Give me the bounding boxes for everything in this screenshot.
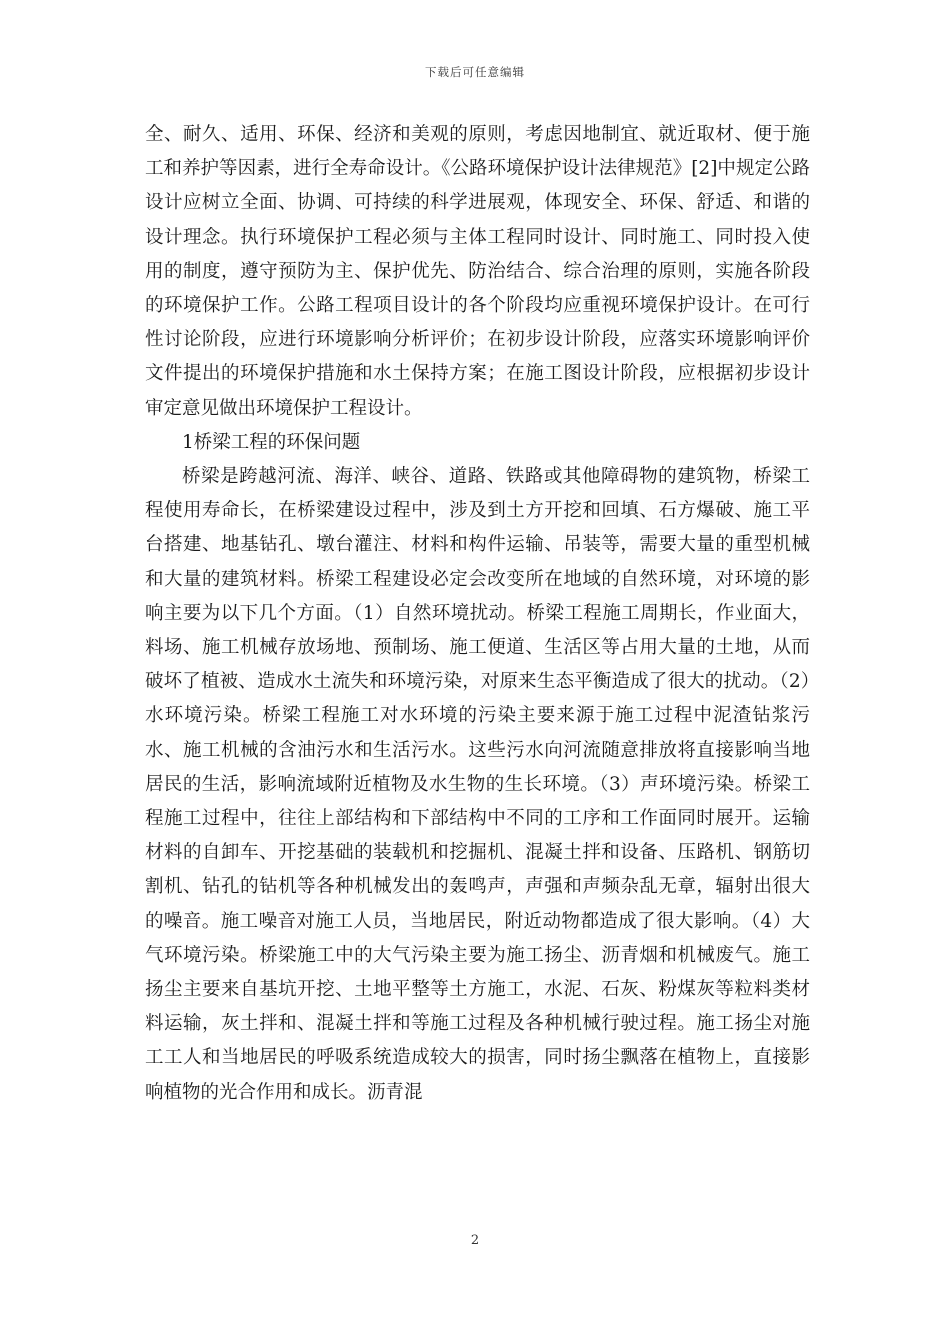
page-header: 下载后可任意编辑 bbox=[425, 65, 525, 79]
section-heading: 1桥梁工程的环保问题 bbox=[182, 431, 361, 453]
document-body bbox=[145, 118, 810, 1110]
body-paragraph: 桥梁是跨越河流、海洋、峡谷、道路、铁路或其他障碍物的建筑物，桥梁工程使用寿命长，在桥梁建设过程中，涉及到土方开挖和回填、石方爆破、施工平台搭建、地基钻孔、墩台灌注、材料和构件运输、吊装等，需要大量的重型机械和大量的建筑材料。桥梁工程建设必定会改变所在地域的自然环境，对环境的影响主要为以下几个方面。（1）自然环境扰动。桥梁工程施工周期长，作业面大，料场、施工机械存放场地、预制场、施工便道、生活区等占用大量的土地，从而破坏了植被、造成水土流失和环境污染，对原来生态平衡造成了很大的扰动。（2）水环境污染。桥梁工程施工对水环境的污染主要来源于施工过程中泥渣钻浆污水、施工机械的含油污水和生活污水。这些污水向河流随意排放将直接影响当地居民的生活，影响流域附近植物及水生物的生长环境。（3）声环境污染。桥梁工程施工过程中，往往上部结构和下部结构中不同的工序和工作面同时展开。运输材料的自卸车、开挖基础的装载机和挖掘机、混凝土拌和设备、压路机、钢筋切割机、钻孔的钻机等各种机械发出的轰鸣声，声强和声频杂乱无章，辐射出很大的噪音。施工噪音对施工人员，当地居民，附近动物都造成了很大影响。（4）大气环境污染。桥梁施工中的大气污染主要为施工扬尘、沥青烟和机械废气。施工扬尘主要来自基坑开挖、土地平整等土方施工，水泥、石灰、粉煤灰等粒料类材料运输，灰土拌和、混凝土拌和等施工过程及各种机械行驶过程。施工扬尘对施工工人和当地居民的呼吸系统造成较大的损害，同时扬尘飘落在植物上，直接影响植物的光合作用和成长。沥青混 bbox=[145, 466, 810, 1103]
body-paragraph-continued: 全、耐久、适用、环保、经济和美观的原则，考虑因地制宜、就近取材、便于施工和养护等因素，进行全寿命设计。《公路环境保护设计法律规范》[2]中规定公路设计应树立全面、协调、可持续的科学进展观，体现安全、环保、舒适、和谐的设计理念。执行环境保护工程必须与主体工程同时设计、同时施工、同时投入使用的制度，遵守预防为主、保护优先、防治结合、综合治理的原则，实施各阶段的环境保护工作。公路工程项目设计的各个阶段均应重视环境保护设计。在可行性讨论阶段，应进行环境影响分析评价；在初步设计阶段，应落实环境影响评价文件提出的环境保护措施和水土保持方案；在施工图设计阶段，应根据初步设计审定意见做出环境保护工程设计。 bbox=[145, 124, 810, 419]
page-number: 2 bbox=[470, 1233, 480, 1248]
